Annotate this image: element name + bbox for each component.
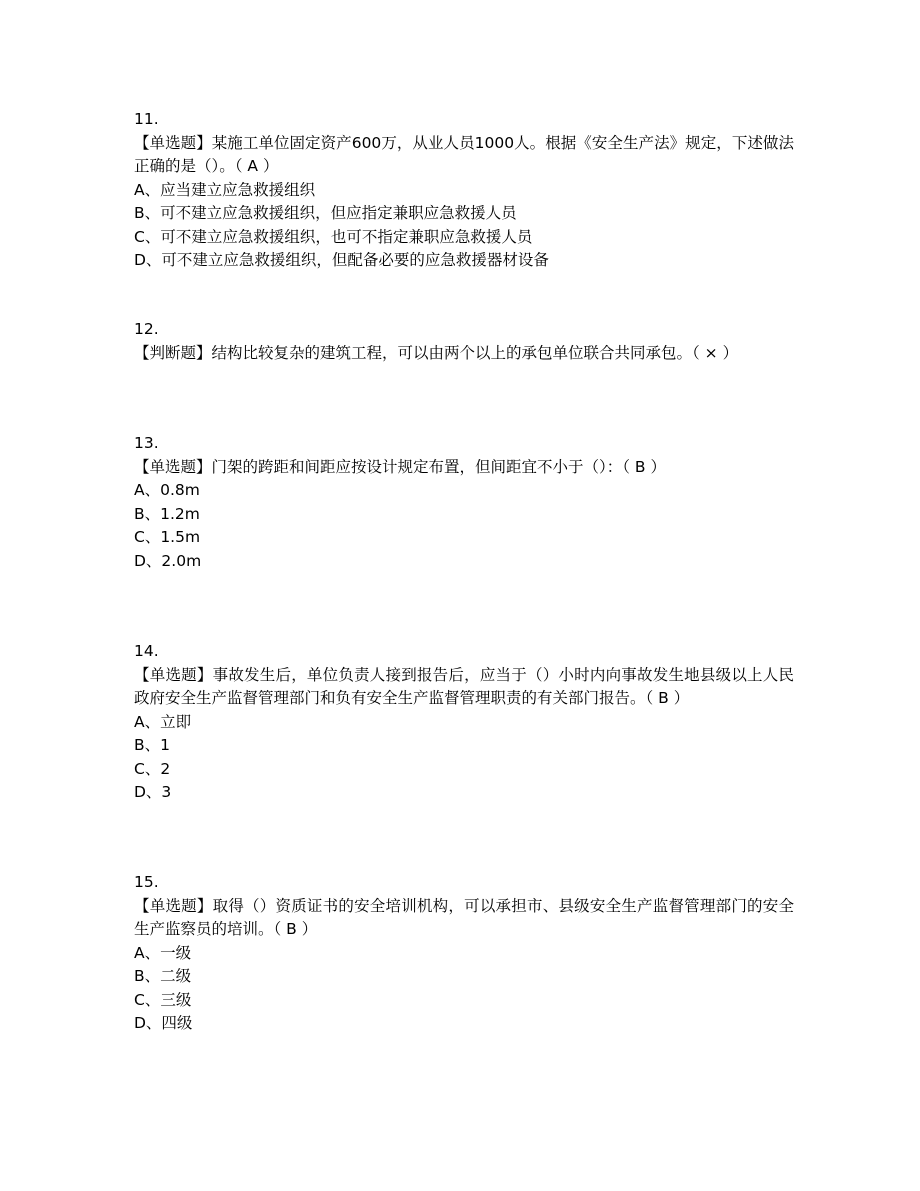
question-14	[134, 640, 794, 805]
question-number: 11.	[134, 110, 159, 128]
option-c: C、可不建立应急救援组织，也可不指定兼职应急救援人员	[134, 227, 533, 246]
question-stem: 【判断题】结构比较复杂的建筑工程，可以由两个以上的承包单位联合共同承包。（ × ）	[134, 343, 739, 362]
question-11	[134, 108, 794, 273]
option-d: D、3	[134, 783, 172, 801]
option-a: A、0.8m	[134, 481, 200, 499]
question-number: 13.	[134, 434, 159, 452]
option-b: B、二级	[134, 967, 192, 985]
option-c: C、2	[134, 759, 171, 778]
option-a: A、一级	[134, 943, 192, 962]
question-number: 14.	[134, 642, 159, 660]
option-b: B、1	[134, 736, 170, 754]
question-13	[134, 432, 794, 573]
option-a: A、立即	[134, 712, 192, 731]
question-stem: 【单选题】取得（）资质证书的安全培训机构，可以承担市、县级安全生产监督管理部门的安全生产监察员的培训。（ B ）	[134, 896, 794, 938]
option-c: C、1.5m	[134, 528, 201, 546]
question-stem: 【单选题】事故发生后，单位负责人接到报告后，应当于（）小时内向事故发生地县级以上人民政府安全生产监督管理部门和负有安全生产监督管理职责的有关部门报告。（ B ）	[134, 665, 794, 707]
question-stem: 【单选题】门架的跨距和间距应按设计规定布置，但间距宜不小于（）：（ B ）	[134, 457, 666, 476]
question-15	[134, 871, 794, 1036]
option-d: D、四级	[134, 1014, 193, 1032]
option-b: B、可不建立应急救援组织，但应指定兼职应急救援人员	[134, 204, 517, 222]
question-12	[134, 318, 794, 365]
option-d: D、可不建立应急救援组织，但配备必要的应急救援器材设备	[134, 251, 549, 269]
question-number: 12.	[134, 320, 159, 338]
option-d: D、2.0m	[134, 551, 202, 570]
option-a: A、应当建立应急救援组织	[134, 180, 316, 199]
option-c: C、三级	[134, 990, 192, 1009]
question-stem: 【单选题】某施工单位固定资产600万，从业人员1000人。根据《安全生产法》规定，下述做法正确的是（）。（ A ）	[134, 133, 794, 175]
question-number: 15.	[134, 873, 159, 891]
option-b: B、1.2m	[134, 504, 200, 523]
